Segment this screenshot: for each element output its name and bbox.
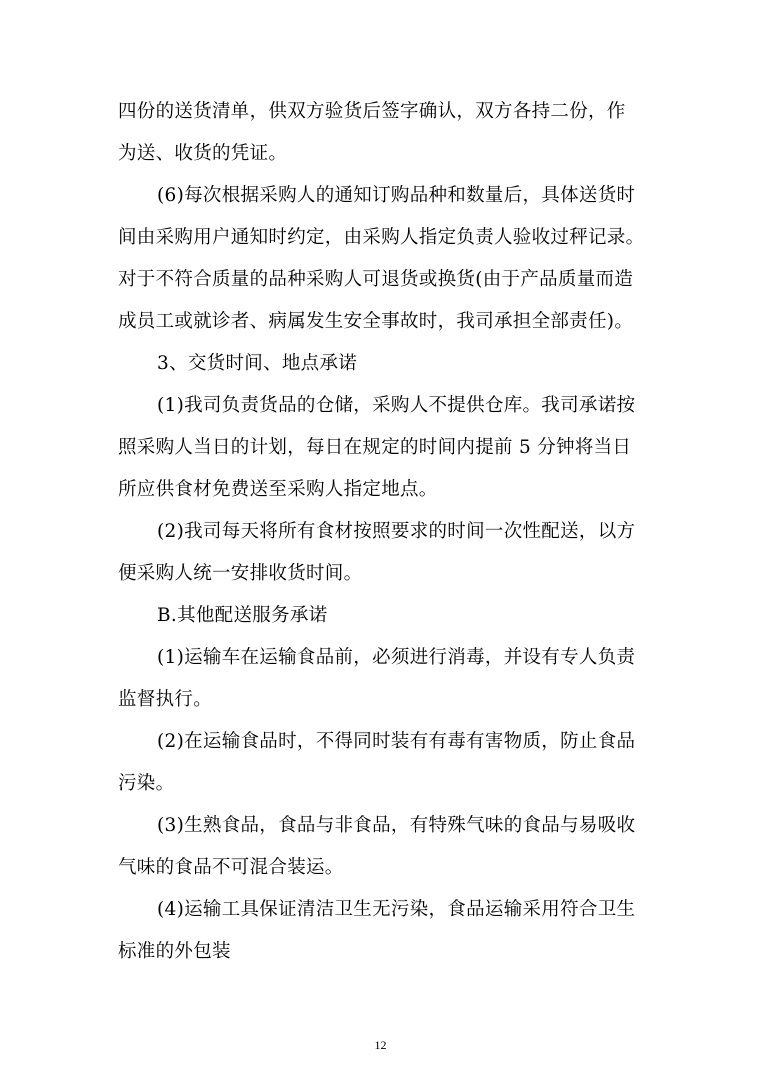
paragraph-line: 四份的送货清单，供双方验货后签字确认，双方各持二份，作 — [118, 101, 626, 122]
section-heading: 3、交货时间、地点承诺 — [157, 353, 358, 374]
paragraph-line: 成员工或就诊者、病属发生安全事故时，我司承担全部责任)。 — [118, 311, 634, 332]
paragraph-line: (3)生熟食品，食品与非食品，有特殊气味的食品与易吸收 — [157, 815, 636, 836]
paragraph-line: 标准的外包装 — [118, 941, 231, 962]
paragraph-line: 间由采购用户通知时约定，由采购人指定负责人验收过秤记录。 — [118, 227, 645, 248]
section-heading: B.其他配送服务承诺 — [157, 605, 328, 626]
paragraph-line: (4)运输工具保证清洁卫生无污染，食品运输采用符合卫生 — [157, 899, 636, 920]
paragraph-line: 污染。 — [118, 773, 175, 794]
paragraph-line: 对于不符合质量的品种采购人可退货或换货(由于产品质量而造 — [118, 269, 634, 290]
paragraph-line: 监督执行。 — [118, 689, 213, 710]
paragraph-line: 气味的食品不可混合装运。 — [118, 857, 344, 878]
paragraph-line: (1)运输车在运输食品前，必须进行消毒，并设有专人负责 — [157, 647, 636, 668]
paragraph-line: (1)我司负责货品的仓储，采购人不提供仓库。我司承诺按 — [157, 395, 636, 416]
page-number: 12 — [374, 1038, 387, 1052]
paragraph-line: 照采购人当日的计划，每日在规定的时间内提前 5 分钟将当日 — [118, 437, 632, 458]
paragraph-line: 所应供食材免费送至采购人指定地点。 — [118, 479, 438, 500]
paragraph-line: 为送、收货的凭证。 — [118, 143, 288, 164]
paragraph-line: (2)在运输食品时，不得同时装有有毒有害物质，防止食品 — [157, 731, 636, 752]
paragraph-line: 便采购人统一安排收货时间。 — [118, 563, 363, 584]
paragraph-line: (2)我司每天将所有食材按照要求的时间一次性配送，以方 — [157, 521, 636, 542]
paragraph-line: (6)每次根据采购人的通知订购品种和数量后，具体送货时 — [157, 185, 636, 206]
